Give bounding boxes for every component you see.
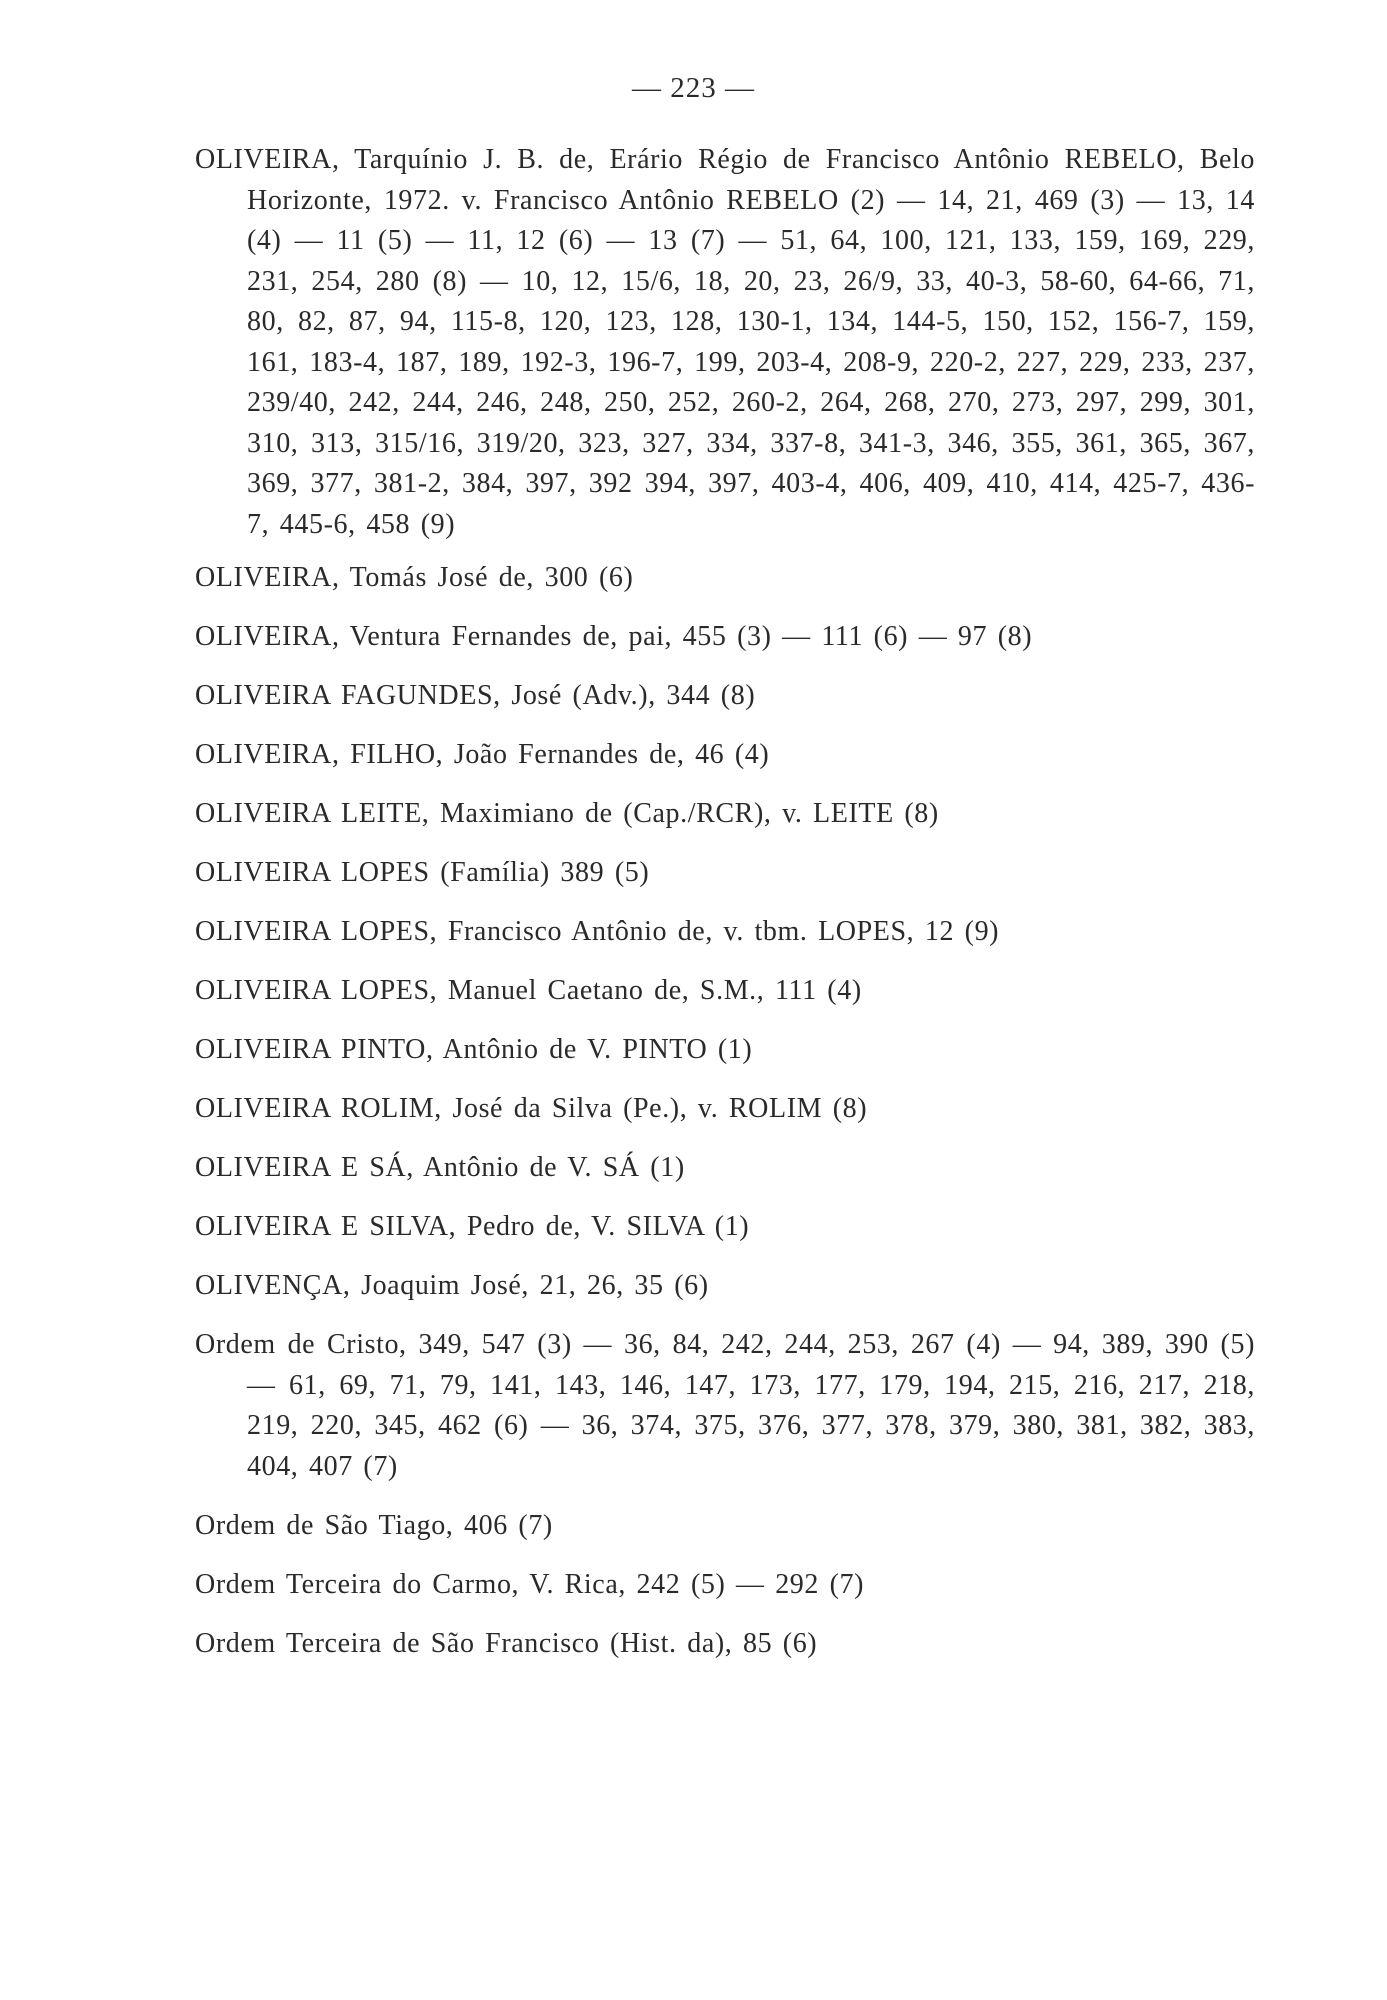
index-entry: Ordem Terceira do Carmo, V. Rica, 242 (5) — 292 (7) xyxy=(195,1568,865,1600)
index-entry: OLIVEIRA PINTO, Antônio de V. PINTO (1) xyxy=(195,1034,753,1065)
index-entry: OLIVEIRA LOPES, Francisco Antônio de, v. tbm. LOPES, 12 (9) xyxy=(195,916,1000,947)
index-list xyxy=(195,140,1255,1683)
index-entry: OLIVENÇA, Joaquim José, 21, 26, 35 (6) xyxy=(195,1270,709,1301)
index-entry: OLIVEIRA, Ventura Fernandes de, pai, 455 (3) — 111 (6) — 97 (8) xyxy=(195,621,1033,652)
index-entry: OLIVEIRA, Tomás José de, 300 (6) xyxy=(195,562,634,593)
index-entry: OLIVEIRA E SÁ, Antônio de V. SÁ (1) xyxy=(195,1152,685,1183)
index-entry: OLIVEIRA, FILHO, João Fernandes de, 46 (4) xyxy=(195,739,770,770)
index-entry: Ordem de Cristo, 349, 547 (3) — 36, 84, 242, 244, 253, 267 (4) — 94, 389, 390 (5) — 61, 69, 71, 79, 141, 143, 146, 147, 173, 177, 179, 194, 215, 216, 217, 218, 219, 220, 345, 462 (6) — 36, 374, 375, 376, 377, 378, 379, 380, 381, 382, 383, 404, 407 (7) xyxy=(195,1329,1255,1482)
index-entry: OLIVEIRA ROLIM, José da Silva (Pe.), v. ROLIM (8) xyxy=(195,1093,868,1124)
page-number: — 223 — xyxy=(632,72,755,104)
index-entry: OLIVEIRA LEITE, Maximiano de (Cap./RCR), v. LEITE (8) xyxy=(195,798,939,829)
index-entry: Ordem Terceira de São Francisco (Hist. da), 85 (6) xyxy=(195,1627,818,1659)
index-entry: OLIVEIRA E SILVA, Pedro de, V. SILVA (1) xyxy=(195,1211,750,1242)
index-entry: OLIVEIRA FAGUNDES, José (Adv.), 344 (8) xyxy=(195,680,756,711)
index-entry: OLIVEIRA, Tarquínio J. B. de, Erário Régio de Francisco Antônio REBELO, Belo Horizonte, 1972. v. Francisco Antônio REBELO (2) — 14, 21, 469 (3) — 13, 14 (4) — 11 (5) — 11, 12 (6) — 13 (7) — 51, 64, 100, 121, 133, 159, 169, 229, 231, 254, 280 (8) — 10, 12, 15/6, 18, 20, 23, 26/9, 33, 40-3, 58-60, 64-66, 71, 80, 82, 87, 94, 115-8, 120, 123, 128, 130-1, 134, 144-5, 150, 152, 156-7, 159, 161, 183-4, 187, 189, 192-3, 196-7, 199, 203-4, 208-9, 220-2, 227, 229, 233, 237, 239/40, 242, 244, 246, 248, 250, 252, 260-2, 264, 268, 270, 273, 297, 299, 301, 310, 313, 315/16, 319/20, 323, 327, 334, 337-8, 341-3, 346, 355, 361, 365, 367, 369, 377, 381-2, 384, 397, 392 394, 397, 403-4, 406, 409, 410, 414, 425-7, 436-7, 445-6, 458 (9) xyxy=(195,144,1255,540)
index-entry: Ordem de São Tiago, 406 (7) xyxy=(195,1509,553,1541)
index-entry: OLIVEIRA LOPES, Manuel Caetano de, S.M., 111 (4) xyxy=(195,975,862,1006)
index-entry: OLIVEIRA LOPES (Família) 389 (5) xyxy=(195,857,650,888)
